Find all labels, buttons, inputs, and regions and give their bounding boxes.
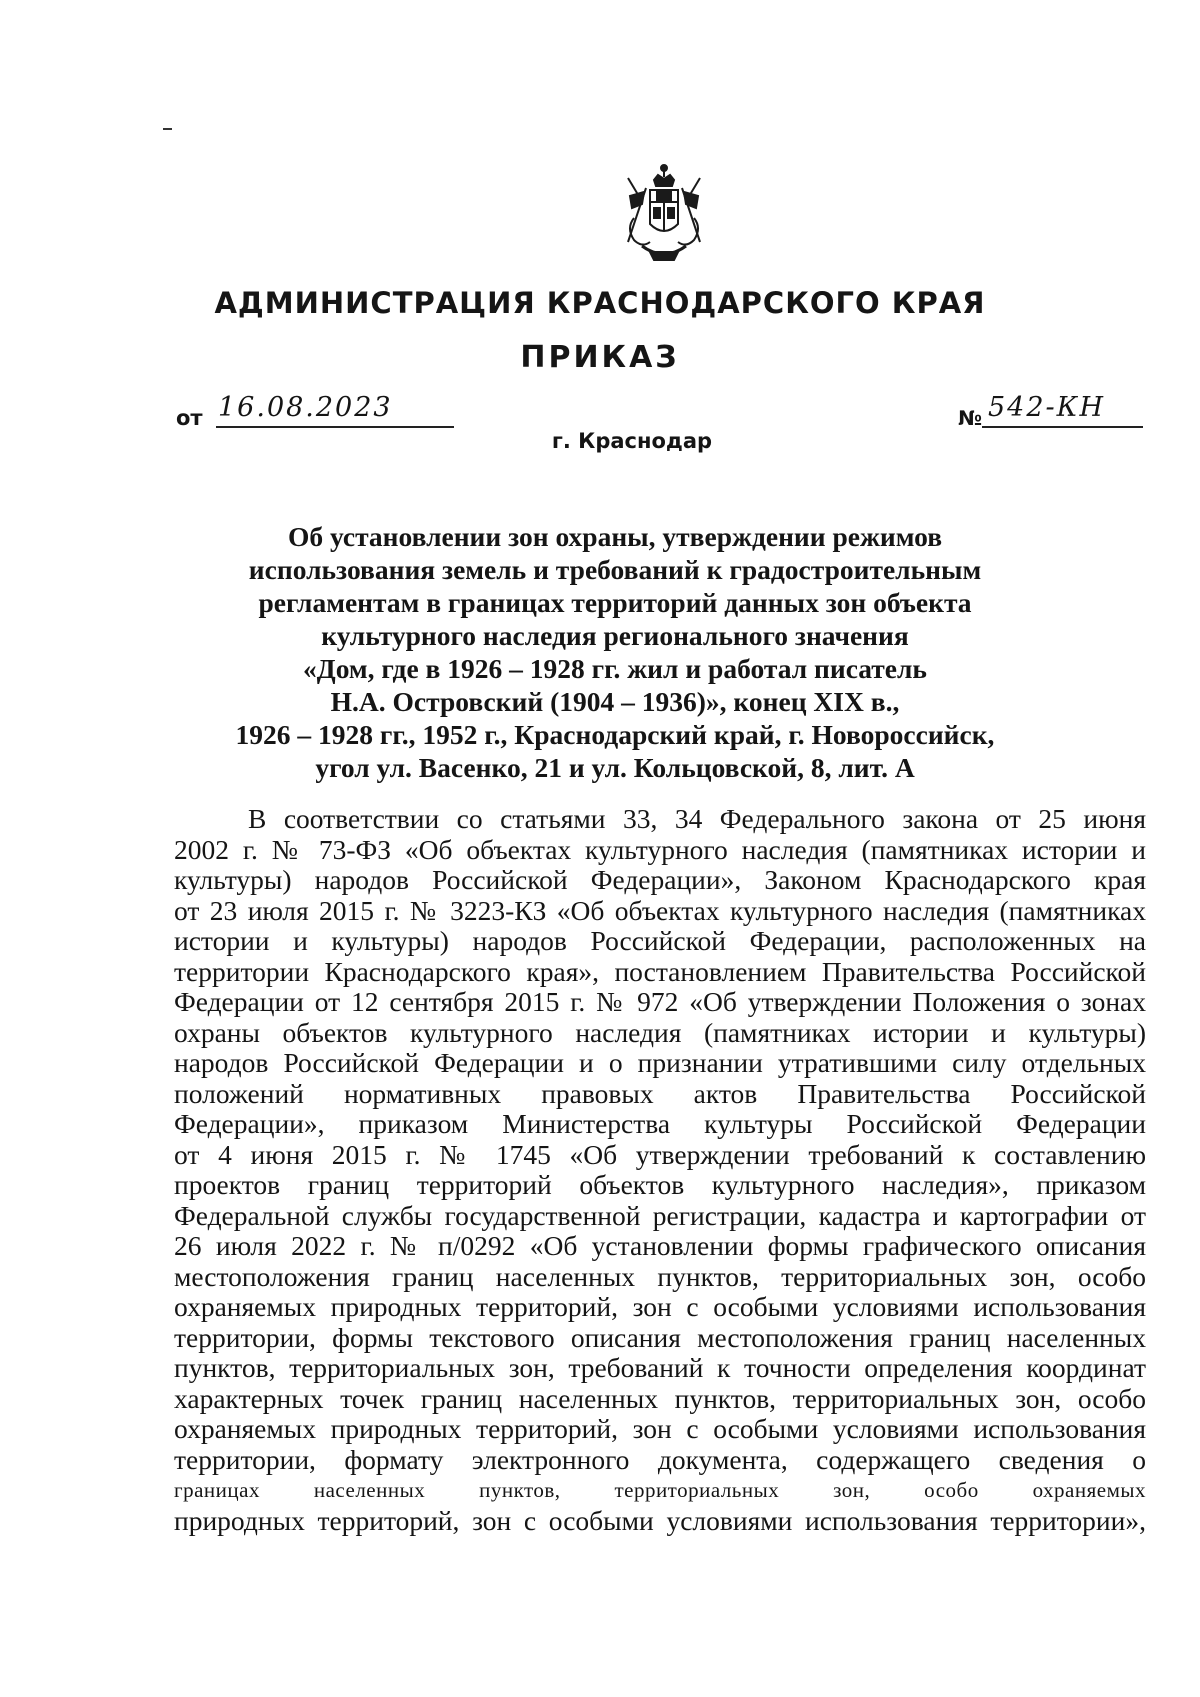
body-line: природных территорий, зон с особыми условиями использования территории», [174, 1504, 1146, 1536]
body-line: пунктов, территориальных зон, требований к точности определения координат [174, 1352, 1146, 1383]
body-line: от 4 июня 2015 г. № 1745 «Об утверждении требований к составлению [174, 1138, 1146, 1170]
body-line: границах населенных пунктов, территориальных зон, особо охраняемых [174, 1478, 1146, 1502]
body-line: проектов границ территорий объектов культурного наследия», приказом [174, 1169, 1146, 1200]
number-label: № [958, 406, 983, 430]
body-line: охраняемых природных территорий, зон с особыми условиями использования [174, 1291, 1146, 1322]
body-line: народов Российской Федерации и о признании утратившими силу отдельных [174, 1047, 1146, 1078]
date-handwritten: 16.08.2023 [216, 392, 454, 428]
subject-heading [150, 520, 1080, 784]
body-paragraph [174, 804, 1146, 1536]
body-line: 26 июля 2022 г. № п/0292 «Об установлении формы графического описания [174, 1230, 1146, 1261]
subject-line: Н.А. Островский (1904 – 1936)», конец XIX в., [330, 686, 900, 717]
document-type: ПРИКАЗ [520, 340, 680, 375]
subject-line: «Дом, где в 1926 – 1928 гг. жил и работал писатель [303, 653, 927, 684]
body-line: Федеральной службы государственной регистрации, кадастра и картографии от [174, 1199, 1146, 1231]
subject-line: культурного наследия регионального значения [321, 620, 909, 651]
city: г. Краснодар [551, 429, 713, 453]
subject-line: использования земель и требований к градостроительным [248, 554, 982, 585]
date-label: от [176, 406, 203, 430]
body-line: истории и культуры) народов Российской Федерации, расположенных на [174, 925, 1146, 956]
body-line: культуры) народов Российской Федерации», Законом Краснодарского края [174, 864, 1146, 895]
subject-line: Об установлении зон охраны, утверждении режимов [287, 521, 943, 552]
subject-line: регламентам в границах территорий данных зон объекта [258, 587, 972, 618]
body-line: характерных точек границ населенных пунктов, территориальных зон, особо [174, 1382, 1146, 1414]
body-line: Федерации от 12 сентября 2015 г. № 972 «Об утверждении Положения о зонах [174, 986, 1146, 1017]
organization-title: АДМИНИСТРАЦИЯ КРАСНОДАРСКОГО КРАЯ [214, 286, 986, 320]
body-line: территории Краснодарского края», постановлением Правительства Российской [174, 955, 1146, 987]
body-line: территории, формату электронного документа, содержащего сведения о [174, 1443, 1146, 1475]
scan-mark [163, 128, 172, 130]
body-line: 2002 г. № 73-ФЗ «Об объектах культурного наследия (памятниках истории и [174, 833, 1146, 865]
body-line: местоположения границ населенных пунктов, территориальных зон, особо [174, 1260, 1146, 1292]
body-line: В соответствии со статьями 33, 34 Федерального закона от 25 июня [248, 803, 1146, 834]
body-line: охраняемых природных территорий, зон с особыми условиями использования [174, 1413, 1146, 1444]
number-handwritten: 542-КН [982, 392, 1143, 428]
body-line: от 23 июля 2015 г. № 3223-КЗ «Об объектах культурного наследия (памятниках [174, 894, 1146, 926]
body-line: Федерации», приказом Министерства культуры Российской Федерации [174, 1108, 1146, 1139]
body-line: охраны объектов культурного наследия (памятниках истории и культуры) [174, 1016, 1146, 1048]
body-line: положений нормативных правовых актов Правительства Российской [174, 1077, 1146, 1109]
coat-of-arms-emblem [620, 162, 708, 266]
body-line: территории, формы текстового описания местоположения границ населенных [174, 1321, 1146, 1353]
subject-line: 1926 – 1928 гг., 1952 г., Краснодарский край, г. Новороссийск, [235, 719, 995, 750]
subject-line: угол ул. Васенко, 21 и ул. Кольцовской, 8, лит. А [315, 752, 915, 783]
